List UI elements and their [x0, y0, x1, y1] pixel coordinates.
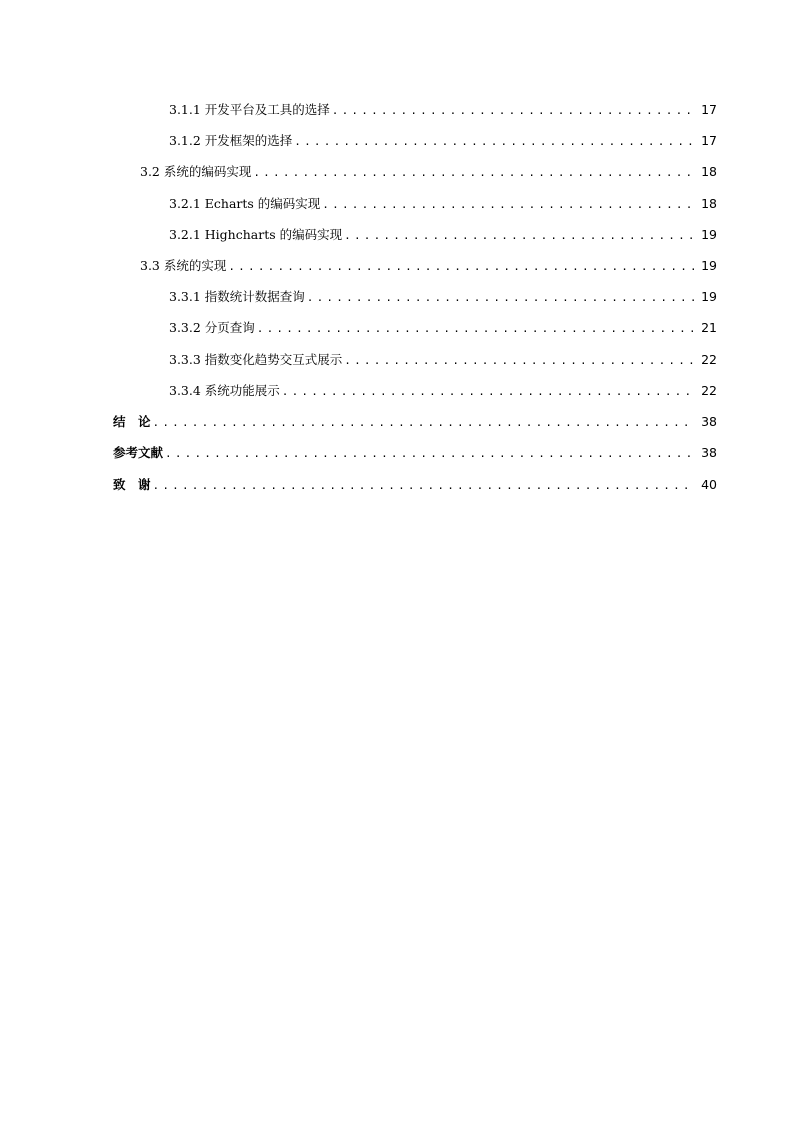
toc-entry-acknowledgements[interactable] [113, 475, 717, 495]
toc-entry-3-3-2[interactable] [169, 318, 717, 338]
toc-entry-page: 17 [701, 133, 717, 148]
toc-entry-3-1-1[interactable] [169, 100, 717, 120]
toc-entry-3-3-3[interactable] [169, 350, 717, 370]
toc-entry-3-3[interactable] [140, 256, 717, 276]
toc-entry-title: 3.2.1 Highcharts 的编码实现 [169, 227, 343, 242]
toc-entry-page: 40 [701, 477, 717, 492]
dot-leader [153, 476, 695, 496]
toc-entry-title: 3.3 系统的实现 [140, 258, 227, 273]
toc-entry-title: 3.1.2 开发框架的选择 [169, 133, 293, 148]
toc-entry-title: 3.3.2 分页查询 [169, 320, 255, 335]
toc-entry-page: 19 [701, 258, 717, 273]
dot-leader [257, 319, 695, 339]
toc-entry-title: 3.2.1 Echarts 的编码实现 [169, 196, 321, 211]
toc-entry-page: 22 [701, 352, 717, 367]
toc-entry-references[interactable] [113, 443, 717, 463]
toc-entry-page: 38 [701, 445, 717, 460]
dot-leader [165, 444, 695, 464]
toc-entry-page: 18 [701, 164, 717, 179]
toc-entry-title: 3.3.4 系统功能展示 [169, 383, 280, 398]
toc-entry-title: 致 谢 [113, 477, 151, 492]
toc-entry-page: 19 [701, 289, 717, 304]
dot-leader [322, 195, 695, 215]
toc-entry-page: 38 [701, 414, 717, 429]
toc-entry-3-3-4[interactable] [169, 381, 717, 401]
dot-leader [344, 226, 695, 246]
toc-entry-title: 3.2 系统的编码实现 [140, 164, 252, 179]
toc-entry-3-2[interactable] [140, 162, 717, 182]
toc-entry-page: 18 [701, 196, 717, 211]
dot-leader [153, 413, 695, 433]
dot-leader [332, 101, 695, 121]
toc-entry-title: 结 论 [113, 414, 151, 429]
toc-entry-page: 22 [701, 383, 717, 398]
dot-leader [344, 351, 695, 371]
toc-entry-title: 3.1.1 开发平台及工具的选择 [169, 102, 330, 117]
toc-entry-3-2-1-highcharts[interactable] [169, 225, 717, 245]
toc-entry-page: 21 [701, 320, 717, 335]
toc-entry-page: 17 [701, 102, 717, 117]
dot-leader [282, 382, 695, 402]
dot-leader [228, 257, 695, 277]
dot-leader [253, 163, 695, 183]
toc-entry-conclusion[interactable] [113, 412, 717, 432]
dot-leader [294, 132, 695, 152]
toc-entry-3-1-2[interactable] [169, 131, 717, 151]
toc-entry-title: 3.3.3 指数变化趋势交互式展示 [169, 352, 343, 367]
dot-leader [307, 288, 695, 308]
toc-entry-title: 3.3.1 指数统计数据查询 [169, 289, 305, 304]
toc-entry-3-2-1-echarts[interactable] [169, 194, 717, 214]
toc-entry-title: 参考文献 [113, 445, 164, 460]
toc-entry-page: 19 [701, 227, 717, 242]
toc-entry-3-3-1[interactable] [169, 287, 717, 307]
